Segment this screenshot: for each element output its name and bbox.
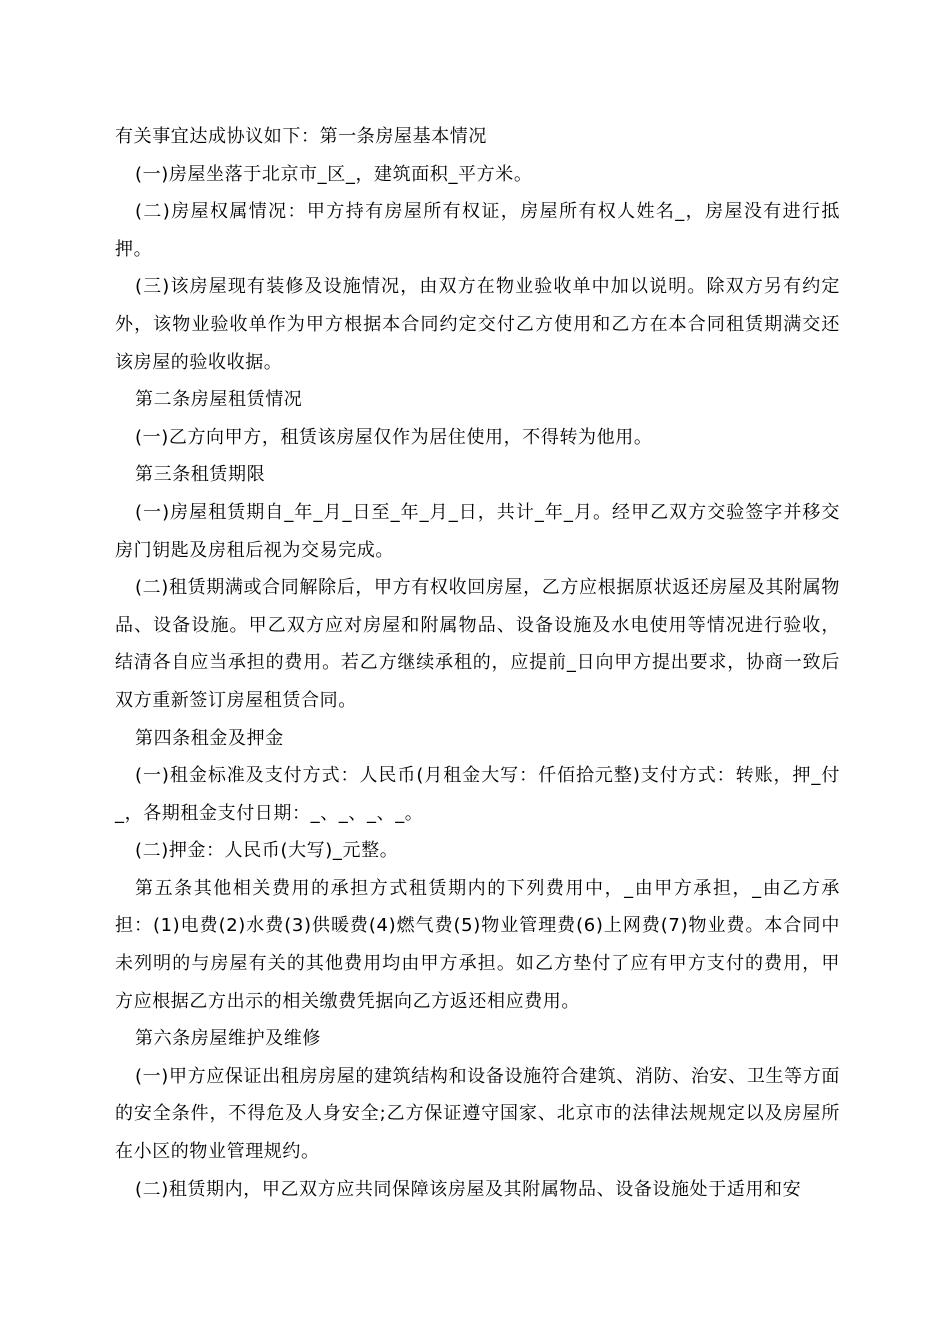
paragraph-lease-end: (二)租赁期满或合同解除后，甲方有权收回房屋，乙方应根据原状返还房屋及其附属物品、设备设施。甲乙双方应对房屋和附属物品、设备设施及水电使用等情况进行验收，结清各自应当承担的费用。若乙方继续承租的，应提前_日向甲方提出要求，协商一致后双方重新签订房屋租赁合同。 bbox=[115, 577, 840, 711]
heading-article-6: 第六条房屋维护及维修 bbox=[135, 1028, 321, 1050]
paragraph-deposit: (二)押金：人民币(大写)_元整。 bbox=[135, 840, 399, 862]
paragraph-lease-term: (一)房屋租赁期自_年_月_日至_年_月_日，共计_年_月。经甲乙双方交验签字并移交房门钥匙及房租后视为交易完成。 bbox=[115, 501, 840, 561]
heading-article-2: 第二条房屋租赁情况 bbox=[135, 389, 303, 411]
document-body bbox=[115, 118, 840, 1208]
paragraph-safety: (一)甲方应保证出租房房屋的建筑结构和设备设施符合建筑、消防、治安、卫生等方面的安全条件，不得危及人身安全;乙方保证遵守国家、北京市的法律法规规定以及房屋所在小区的物业管理规约。 bbox=[115, 1065, 840, 1163]
paragraph-maintenance: (二)租赁期内，甲乙双方应共同保障该房屋及其附属物品、设备设施处于适用和安 bbox=[135, 1178, 802, 1200]
paragraph-decoration: (三)该房屋现有装修及设施情况，由双方在物业验收单中加以说明。除双方另有约定外，该物业验收单作为甲方根据本合同约定交付乙方使用和乙方在本合同租赁期满交还该房屋的验收收据。 bbox=[115, 276, 840, 373]
paragraph-agreement-intro: 有关事宜达成协议如下：第一条房屋基本情况 bbox=[115, 126, 487, 147]
paragraph-article-5-fees: 第五条其他相关费用的承担方式租赁期内的下列费用中，_由甲方承担，_由乙方承担：(1)电费(2)水费(3)供暖费(4)燃气费(5)物业管理费(6)上网费(7)物业费。本合同中未列明的与房屋有关的其他费用均由甲方承担。如乙方垫付了应有甲方支付的费用，甲方应根据乙方出示的相关缴费凭据向乙方返还相应费用。 bbox=[115, 877, 840, 1012]
paragraph-usage: (一)乙方向甲方，租赁该房屋仅作为居住使用，不得转为他用。 bbox=[135, 426, 653, 448]
paragraph-ownership: (二)房屋权属情况：甲方持有房屋所有权证，房屋所有权人姓名_，房屋没有进行抵押。 bbox=[115, 201, 840, 260]
heading-article-4: 第四条租金及押金 bbox=[135, 727, 284, 749]
paragraph-rent: (一)租金标准及支付方式：人民币(月租金大写：仟佰拾元整)支付方式：转账，押_付_，各期租金支付日期：_、_、_、_。 bbox=[115, 765, 840, 824]
paragraph-location: (一)房屋坐落于北京市_区_，建筑面积_平方米。 bbox=[135, 163, 533, 185]
heading-article-3: 第三条租赁期限 bbox=[135, 464, 266, 486]
